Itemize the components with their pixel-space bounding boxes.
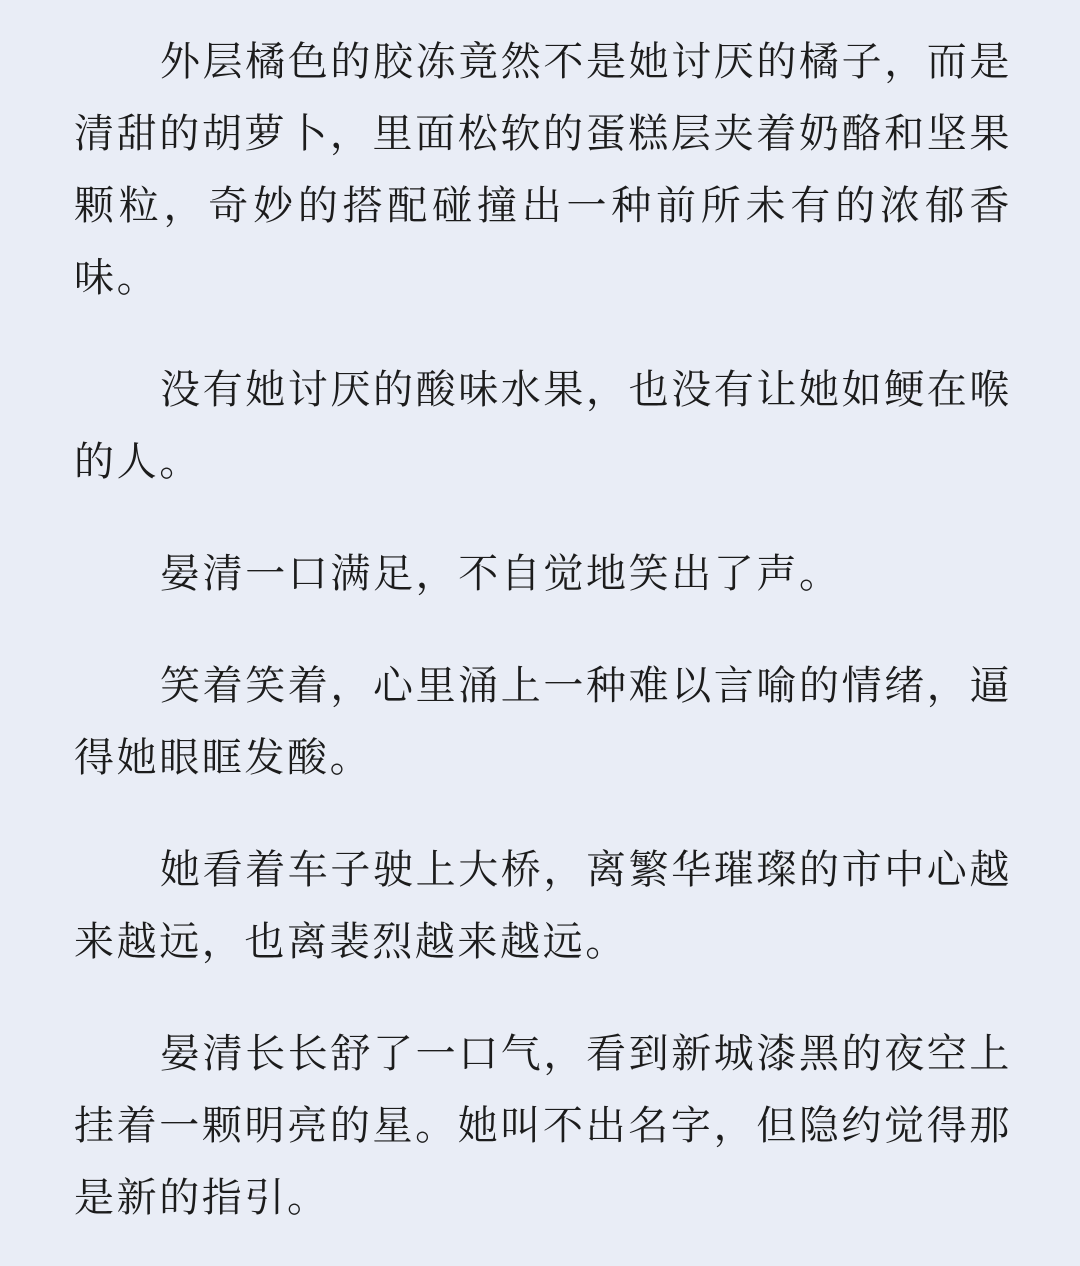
paragraph-1: 外层橘色的胶冻竟然不是她讨厌的橘子，而是清甜的胡萝卜，里面松软的蛋糕层夹着奶酪和坚果颗粒，奇妙的搭配碰撞出一种前所未有的浓郁香味。	[74, 39, 1012, 301]
paragraph-4: 笑着笑着，心里涌上一种难以言喻的情绪，逼得她眼眶发酸。	[74, 663, 1012, 781]
paragraph-3: 晏清一口满足，不自觉地笑出了声。	[160, 551, 842, 597]
paragraph-5: 她看着车子驶上大桥，离繁华璀璨的市中心越来越远，也离裴烈越来越远。	[74, 847, 1012, 965]
paragraph-6: 晏清长长舒了一口气，看到新城漆黑的夜空上挂着一颗明亮的星。她叫不出名字，但隐约觉得那是新的指引。	[74, 1031, 1012, 1221]
paragraph-2: 没有她讨厌的酸味水果，也没有让她如鲠在喉的人。	[74, 367, 1012, 485]
